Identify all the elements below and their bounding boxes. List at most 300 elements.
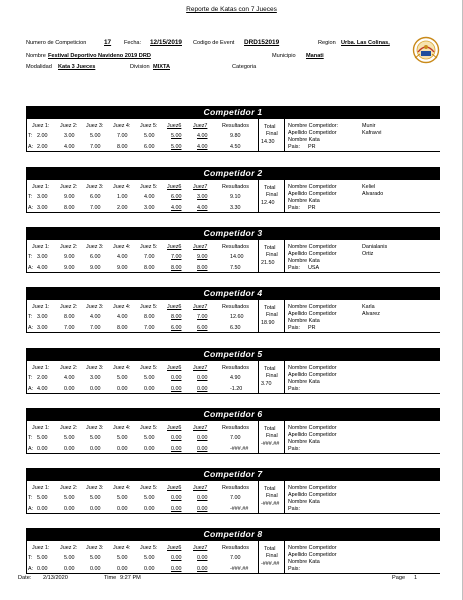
competitor-block	[26, 348, 440, 404]
nombre-evento-value: Festival Deportivo Navideno 2019 DRD	[48, 53, 151, 59]
judge-header: Juez6	[167, 184, 182, 190]
judge-header: Juez 4:	[113, 425, 131, 431]
division-label: Division	[130, 64, 150, 70]
judge-header: Juez 2:	[60, 123, 78, 129]
judge-header: Juez 3:	[86, 545, 104, 551]
pais-label: Pais:	[288, 506, 300, 512]
score-a: 4.00	[37, 265, 48, 271]
codigo-value: DRD152019	[244, 39, 280, 46]
score-a: 0.00	[117, 446, 128, 452]
municipio-value: Manati	[306, 53, 324, 59]
pais-label: Pais:	[288, 265, 300, 271]
score-t: 5.00	[171, 133, 182, 139]
resultado-t: 4.90	[230, 375, 241, 381]
judge-header: Juez6	[167, 304, 182, 310]
frame-info-divider	[284, 240, 285, 272]
competitor-surname: Alvarado	[362, 191, 384, 197]
score-t: 5.00	[37, 435, 48, 441]
score-t: 5.00	[64, 435, 75, 441]
resultados-header: Resultados	[222, 365, 249, 371]
score-a: 0.00	[90, 386, 101, 392]
competitor-title: Competidor 4	[26, 287, 440, 300]
pais-label: Pais:	[288, 144, 300, 150]
score-t: 3.00	[64, 133, 75, 139]
score-t: 5.00	[64, 495, 75, 501]
competitor-title: Competidor 8	[26, 528, 440, 541]
score-a: 4.00	[197, 205, 208, 211]
score-t: 5.00	[90, 133, 101, 139]
region-label: Region	[318, 40, 336, 46]
judge-header: Juez 5:	[140, 244, 158, 250]
competitor-country: PR	[308, 205, 316, 211]
judge-header: Juez7	[193, 184, 208, 190]
nombre-competidor-label: Nombre Competidor	[288, 425, 337, 431]
frame-info-divider	[284, 300, 285, 332]
score-a: 0.00	[197, 566, 208, 572]
competitor-surname: Ortiz	[362, 251, 374, 257]
row-label-a: A:	[28, 325, 34, 331]
resultado-t: 9.10	[230, 194, 241, 200]
score-a: 2.00	[37, 144, 48, 150]
apellido-competidor-label: Apellido Competidor	[288, 552, 337, 558]
row-label-a: A:	[28, 386, 34, 392]
score-a: 9.00	[90, 265, 101, 271]
score-t: 3.00	[197, 194, 208, 200]
apellido-competidor-label: Apellido Competidor	[288, 432, 337, 438]
resultado-a: 3.30	[230, 205, 241, 211]
score-t: 4.00	[90, 314, 101, 320]
row-label-a: A:	[28, 506, 34, 512]
row-label-t: T:	[28, 194, 33, 200]
score-a: 7.00	[64, 325, 75, 331]
score-t: 4.00	[117, 254, 128, 260]
judge-header: Juez6	[167, 485, 182, 491]
report-title: Reporte de Katas con 7 Jueces	[186, 6, 277, 13]
nombre-kata-label: Nombre Kata	[288, 318, 320, 324]
judge-header: Juez 3:	[86, 184, 104, 190]
score-t: 0.00	[197, 435, 208, 441]
score-t: 5.00	[144, 375, 155, 381]
score-a: 0.00	[90, 506, 101, 512]
judge-header: Juez 2:	[60, 425, 78, 431]
score-t: 5.00	[117, 555, 128, 561]
score-t: 9.00	[64, 194, 75, 200]
competitor-title: Competidor 6	[26, 408, 440, 421]
judge-header: Juez 3:	[86, 485, 104, 491]
score-a: 3.00	[144, 205, 155, 211]
score-t: 7.00	[171, 254, 182, 260]
judge-header: Juez 3:	[86, 425, 104, 431]
nombre-competidor-label: Nombre Competidor	[288, 304, 337, 310]
judge-header: Juez 4:	[113, 244, 131, 250]
score-t: 9.00	[64, 254, 75, 260]
score-a: 5.00	[171, 144, 182, 150]
judge-header: Juez 5:	[140, 545, 158, 551]
fecha-value: 12/15/2019	[150, 39, 182, 46]
score-a: 0.00	[171, 566, 182, 572]
resultado-t: 14.00	[230, 254, 244, 260]
resultado-t: 7.00	[230, 555, 241, 561]
total-label: Total	[264, 305, 276, 311]
frame-total-divider	[258, 180, 259, 212]
resultado-a: 7.50	[230, 265, 241, 271]
score-a: 0.00	[197, 446, 208, 452]
judge-header: Juez 4:	[113, 123, 131, 129]
row-label-a: A:	[28, 144, 34, 150]
judge-header: Juez7	[193, 123, 208, 129]
score-t: 8.00	[171, 314, 182, 320]
frame-bottom-line	[26, 513, 440, 514]
score-t: 5.00	[64, 555, 75, 561]
competicion-value: 17	[104, 39, 112, 46]
competitor-country: PR	[308, 325, 316, 331]
frame-info-divider	[284, 361, 285, 393]
apellido-competidor-label: Apellido Competidor	[288, 191, 337, 197]
resultados-header: Resultados	[222, 244, 249, 250]
score-a: 7.00	[90, 205, 101, 211]
score-t: 4.00	[64, 375, 75, 381]
score-a: 4.00	[37, 386, 48, 392]
categoria-label: Categoria	[232, 64, 257, 70]
nombre-competidor-label: Nombre Competidor	[288, 365, 337, 371]
pais-label: Pais:	[288, 446, 300, 452]
score-t: 9.00	[197, 254, 208, 260]
score-a: 0.00	[37, 446, 48, 452]
score-a: 3.00	[37, 325, 48, 331]
resultados-header: Resultados	[222, 425, 249, 431]
judge-header: Juez6	[167, 123, 182, 129]
score-t: 6.00	[171, 194, 182, 200]
judge-header: Juez 2:	[60, 365, 78, 371]
judge-header: Juez6	[167, 244, 182, 250]
score-t: 0.00	[171, 495, 182, 501]
judge-header: Juez7	[193, 304, 208, 310]
competitor-title: Competidor 1	[26, 106, 440, 119]
resultado-t: 7.00	[230, 495, 241, 501]
judge-header: Juez 2:	[60, 545, 78, 551]
competitor-title: Competidor 2	[26, 167, 440, 180]
score-a: 0.00	[171, 446, 182, 452]
frame-total-divider	[258, 300, 259, 332]
score-a: 3.00	[37, 205, 48, 211]
judge-header: Juez 3:	[86, 123, 104, 129]
score-a: 0.00	[171, 386, 182, 392]
score-t: 5.00	[117, 435, 128, 441]
nombre-kata-label: Nombre Kata	[288, 499, 320, 505]
score-a: 0.00	[144, 386, 155, 392]
total-value: 21.50	[261, 260, 275, 266]
judge-header: Juez7	[193, 485, 208, 491]
score-t: 5.00	[144, 435, 155, 441]
score-t: 0.00	[197, 495, 208, 501]
nombre-kata-label: Nombre Kata	[288, 439, 320, 445]
judge-header: Juez 1:	[32, 123, 50, 129]
frame-info-divider	[284, 119, 285, 151]
score-a: 8.00	[117, 144, 128, 150]
judge-header: Juez7	[193, 244, 208, 250]
judge-header: Juez 3:	[86, 365, 104, 371]
judge-header: Juez 3:	[86, 244, 104, 250]
judge-header: Juez 4:	[113, 485, 131, 491]
score-t: 4.00	[197, 133, 208, 139]
judge-header: Juez6	[167, 365, 182, 371]
competitor-country: PR	[308, 144, 316, 150]
score-a: 6.00	[144, 144, 155, 150]
final-label: Final	[266, 433, 278, 439]
score-t: 5.00	[117, 375, 128, 381]
total-label: Total	[264, 124, 276, 130]
resultado-a: -1.20	[230, 386, 243, 392]
score-t: 2.00	[37, 133, 48, 139]
nombre-kata-label: Nombre Kata	[288, 559, 320, 565]
frame-total-divider	[258, 481, 259, 513]
score-t: 1.00	[117, 194, 128, 200]
resultado-t: 7.00	[230, 435, 241, 441]
total-value: 18.90	[261, 320, 275, 326]
pais-label: Pais:	[288, 205, 300, 211]
judge-header: Juez 2:	[60, 304, 78, 310]
competitor-surname: Alvarez	[362, 311, 380, 317]
judge-header: Juez 5:	[140, 485, 158, 491]
score-a: 0.00	[144, 446, 155, 452]
competitor-block	[26, 287, 440, 343]
score-a: 7.00	[144, 325, 155, 331]
score-a: 8.00	[144, 265, 155, 271]
time-value: 9:27 PM	[120, 575, 141, 581]
judge-header: Juez 5:	[140, 365, 158, 371]
competitor-block	[26, 408, 440, 464]
frame-info-divider	[284, 541, 285, 573]
nombre-kata-label: Nombre Kata	[288, 379, 320, 385]
time-label: Time	[104, 575, 117, 581]
frame-bottom-line	[26, 453, 440, 454]
apellido-competidor-label: Apellido Competidor	[288, 311, 337, 317]
nombre-kata-label: Nombre Kata	[288, 198, 320, 204]
row-label-a: A:	[28, 446, 34, 452]
frame-left-line	[26, 180, 27, 212]
final-label: Final	[266, 373, 278, 379]
competitor-name: Danialanis	[362, 244, 388, 250]
apellido-competidor-label: Apellido Competidor	[288, 130, 337, 136]
total-label: Total	[264, 426, 276, 432]
judge-header: Juez 1:	[32, 184, 50, 190]
row-label-a: A:	[28, 205, 34, 211]
nombre-evento-label: Nombre	[26, 53, 46, 59]
score-a: 0.00	[64, 386, 75, 392]
competitor-block	[26, 227, 440, 283]
row-label-t: T:	[28, 495, 33, 501]
pais-label: Pais:	[288, 566, 300, 572]
judge-header: Juez 1:	[32, 545, 50, 551]
apellido-competidor-label: Apellido Competidor	[288, 372, 337, 378]
resultados-header: Resultados	[222, 123, 249, 129]
score-t: 5.00	[144, 555, 155, 561]
competitor-title: Competidor 3	[26, 227, 440, 240]
nombre-competidor-label: Nombre Competidor	[288, 545, 337, 551]
resultado-t: 12.60	[230, 314, 244, 320]
score-t: 8.00	[64, 314, 75, 320]
frame-bottom-line	[26, 151, 440, 152]
score-a: 7.00	[90, 144, 101, 150]
score-a: 9.00	[117, 265, 128, 271]
judge-header: Juez 4:	[113, 184, 131, 190]
frame-info-divider	[284, 421, 285, 453]
resultado-a: -###.##	[230, 446, 249, 452]
frame-left-line	[26, 421, 27, 453]
frame-left-line	[26, 240, 27, 272]
judge-header: Juez 4:	[113, 304, 131, 310]
score-a: 8.00	[117, 325, 128, 331]
region-value: Urba. Las Colinas,	[341, 40, 390, 46]
judge-header: Juez 1:	[32, 365, 50, 371]
competitor-title: Competidor 5	[26, 348, 440, 361]
score-a: 0.00	[144, 566, 155, 572]
nombre-competidor-label: Nombre Competidor	[288, 485, 337, 491]
score-a: 0.00	[64, 506, 75, 512]
competitor-block	[26, 468, 440, 524]
score-a: 0.00	[117, 506, 128, 512]
codigo-label: Codigo de Event	[193, 40, 235, 46]
judge-header: Juez7	[193, 545, 208, 551]
total-label: Total	[264, 486, 276, 492]
score-t: 5.00	[90, 435, 101, 441]
frame-left-line	[26, 361, 27, 393]
frame-total-divider	[258, 541, 259, 573]
score-t: 3.00	[37, 254, 48, 260]
judge-header: Juez7	[193, 365, 208, 371]
score-t: 8.00	[144, 314, 155, 320]
final-label: Final	[266, 252, 278, 258]
judge-header: Juez 1:	[32, 304, 50, 310]
row-label-t: T:	[28, 435, 33, 441]
resultado-a: 4.50	[230, 144, 241, 150]
judge-header: Juez 1:	[32, 425, 50, 431]
competicion-label: Numero de Competicion	[26, 40, 87, 46]
resultado-a: 6.30	[230, 325, 241, 331]
fecha-label: Fecha:	[124, 40, 142, 46]
resultados-header: Resultados	[222, 184, 249, 190]
page-value: 1	[414, 575, 418, 581]
final-label: Final	[266, 553, 278, 559]
judge-header: Juez 4:	[113, 545, 131, 551]
resultados-header: Resultados	[222, 304, 249, 310]
modalidad-value: Kata 3 Jueces	[58, 64, 96, 70]
score-a: 0.00	[90, 566, 101, 572]
score-a: 0.00	[117, 566, 128, 572]
total-value: 12.40	[261, 200, 275, 206]
score-a: 0.00	[64, 446, 75, 452]
frame-left-line	[26, 119, 27, 151]
frame-total-divider	[258, 119, 259, 151]
frame-info-divider	[284, 180, 285, 212]
pais-label: Pais:	[288, 386, 300, 392]
score-t: 0.00	[197, 375, 208, 381]
resultado-a: -###.##	[230, 506, 249, 512]
score-a: 0.00	[37, 506, 48, 512]
competitor-country: USA	[308, 265, 320, 271]
total-value: -###.##	[261, 561, 280, 567]
score-a: 8.00	[197, 265, 208, 271]
score-t: 6.00	[90, 254, 101, 260]
score-a: 0.00	[64, 566, 75, 572]
row-label-t: T:	[28, 314, 33, 320]
score-a: 4.00	[197, 144, 208, 150]
frame-bottom-line	[26, 212, 440, 213]
score-a: 8.00	[64, 205, 75, 211]
score-a: 4.00	[64, 144, 75, 150]
score-t: 5.00	[37, 555, 48, 561]
total-label: Total	[264, 366, 276, 372]
judge-header: Juez 1:	[32, 485, 50, 491]
judge-header: Juez 5:	[140, 184, 158, 190]
score-t: 5.00	[144, 133, 155, 139]
score-a: 0.00	[171, 506, 182, 512]
total-value: -###.##	[261, 441, 280, 447]
judge-header: Juez6	[167, 425, 182, 431]
municipio-label: Municipio	[272, 53, 296, 59]
score-a: 7.00	[90, 325, 101, 331]
judge-header: Juez6	[167, 545, 182, 551]
row-label-t: T:	[28, 375, 33, 381]
score-t: 5.00	[37, 495, 48, 501]
judge-header: Juez 5:	[140, 123, 158, 129]
score-t: 3.00	[90, 375, 101, 381]
frame-left-line	[26, 541, 27, 573]
date-label: Date:	[18, 575, 32, 581]
page-label: Page	[392, 575, 406, 581]
nombre-competidor-label: Nombre Competidor	[288, 184, 337, 190]
modalidad-label: Modalidad	[26, 64, 52, 70]
score-a: 4.00	[171, 205, 182, 211]
frame-left-line	[26, 481, 27, 513]
score-a: 6.00	[197, 325, 208, 331]
total-label: Total	[264, 185, 276, 191]
frame-total-divider	[258, 421, 259, 453]
score-a: 0.00	[90, 446, 101, 452]
score-t: 2.00	[37, 375, 48, 381]
score-t: 7.00	[197, 314, 208, 320]
score-a: 0.00	[197, 506, 208, 512]
competitor-name: Karla	[362, 304, 375, 310]
apellido-competidor-label: Apellido Competidor	[288, 492, 337, 498]
score-t: 3.00	[37, 314, 48, 320]
score-a: 0.00	[37, 566, 48, 572]
pais-label: Pais:	[288, 325, 300, 331]
total-label: Total	[264, 546, 276, 552]
judge-header: Juez 2:	[60, 184, 78, 190]
judge-header: Juez 4:	[113, 365, 131, 371]
score-t: 0.00	[171, 435, 182, 441]
row-label-a: A:	[28, 265, 34, 271]
frame-bottom-line	[26, 332, 440, 333]
score-a: 2.00	[117, 205, 128, 211]
score-t: 0.00	[171, 375, 182, 381]
final-label: Final	[266, 493, 278, 499]
final-label: Final	[266, 312, 278, 318]
score-a: 0.00	[197, 386, 208, 392]
nombre-kata-label: Nombre Kata	[288, 258, 320, 264]
score-t: 6.00	[90, 194, 101, 200]
competitor-title: Competidor 7	[26, 468, 440, 481]
score-t: 4.00	[117, 314, 128, 320]
frame-info-divider	[284, 481, 285, 513]
score-a: 8.00	[171, 265, 182, 271]
resultado-t: 9.80	[230, 133, 241, 139]
score-t: 0.00	[171, 555, 182, 561]
total-value: -###.##	[261, 501, 280, 507]
competitor-block	[26, 528, 440, 584]
competitor-name: Munir	[362, 123, 376, 129]
